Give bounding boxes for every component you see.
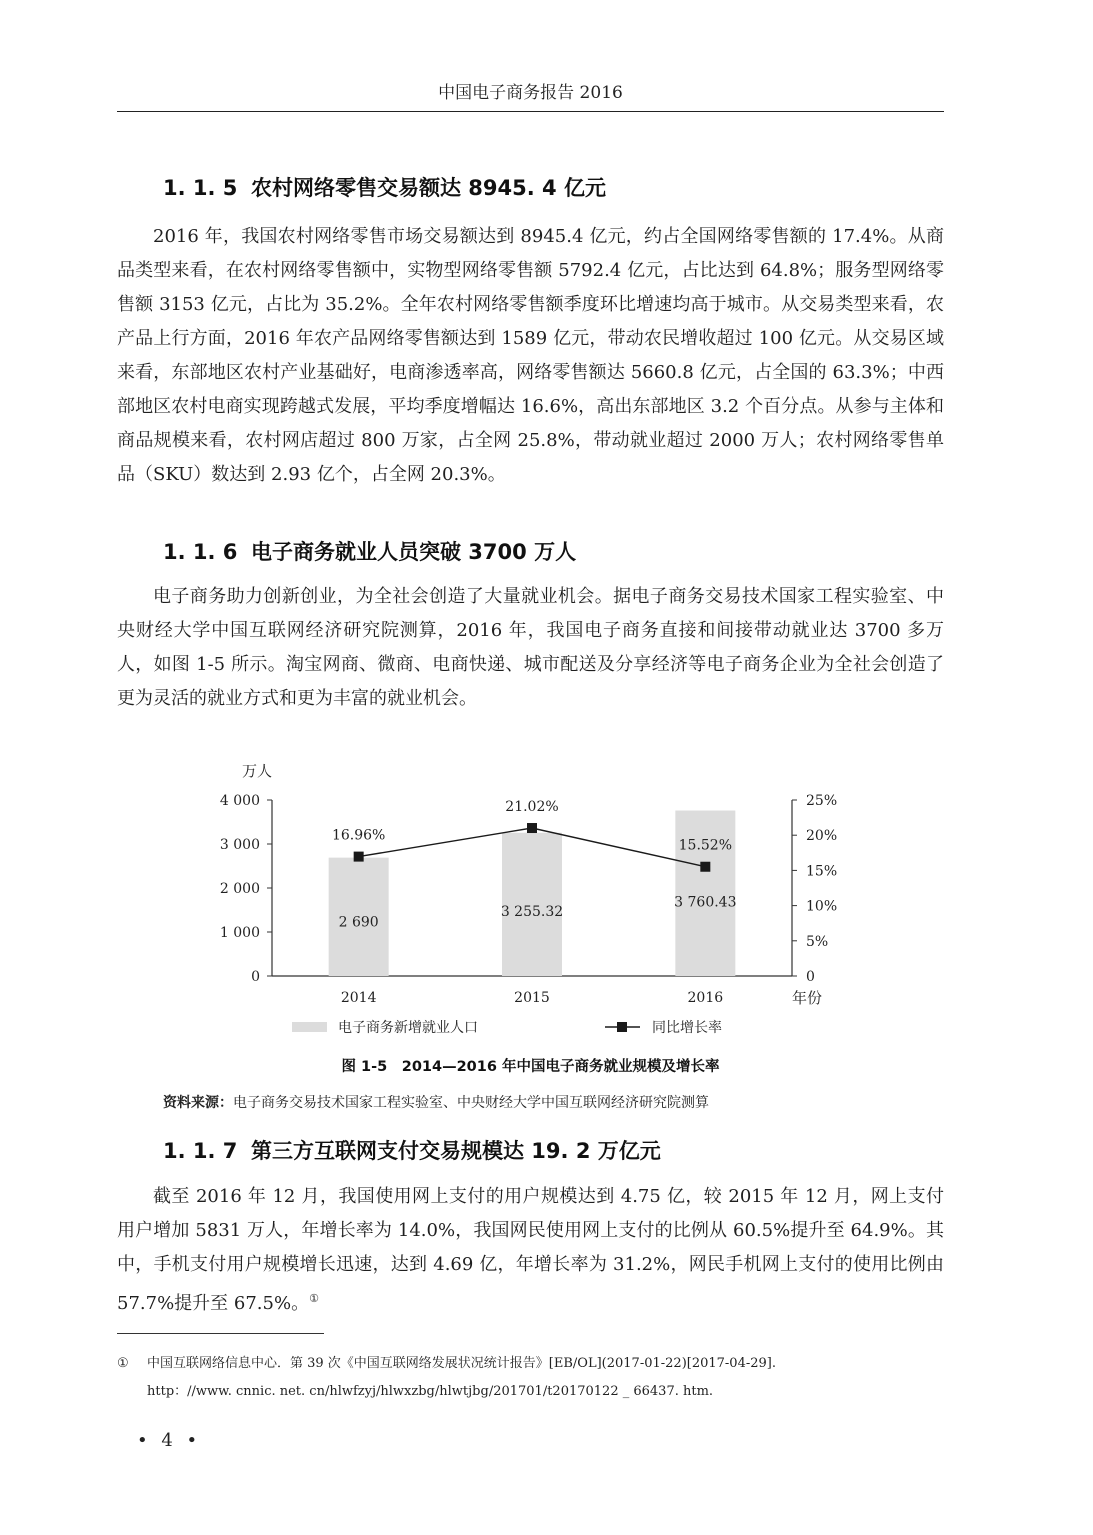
chart-svg [200, 758, 860, 1058]
x-tick-label: 2016 [687, 990, 724, 1006]
legend-label-line: 同比增长率 [652, 1020, 722, 1036]
footnote [117, 1350, 947, 1406]
y-tick-label-right: 10% [806, 898, 838, 915]
page-number: • 4 • [137, 1430, 202, 1451]
y-tick-label-right: 5% [806, 933, 829, 950]
x-tick-label: 2014 [340, 990, 377, 1006]
y-tick-label-left: 4 000 [219, 793, 260, 809]
footnote-ref[interactable]: ① [309, 1292, 319, 1305]
growth-rate-point [354, 852, 364, 862]
y-tick-label-right: 25% [806, 793, 838, 809]
section-heading-1-1-5 [163, 172, 606, 202]
section-title: 农村网络零售交易额达 8945. 4 亿元 [251, 176, 606, 200]
legend-swatch-marker [617, 1022, 627, 1032]
y-tick-label-left: 1 000 [219, 925, 260, 941]
growth-rate-point [527, 823, 537, 833]
y-axis-label: 万人 [242, 762, 273, 780]
footnote-rule [117, 1333, 324, 1334]
paragraph-employment: 电子商务助力创新创业，为全社会创造了大量就业机会。据电子商务交易技术国家工程实验室、中央财经大学中国互联网经济研究院测算，2016 年，我国电子商务直接和间接带动就业达 3700 多万人，如图 1-5 所示。淘宝网商、微商、电商快递、城市配送及分享经济等电子商务企业为全社会创造了更为灵活的就业方式和更为丰富的就业机会。 [117, 586, 944, 709]
growth-rate-point [700, 862, 710, 872]
employment-chart [200, 758, 860, 1058]
x-axis-label: 年份 [792, 989, 823, 1007]
header-rule [117, 111, 944, 112]
y-tick-label-left: 3 000 [219, 837, 260, 853]
section-title: 第三方互联网支付交易规模达 19. 2 万亿元 [251, 1139, 661, 1163]
paragraph-rural-retail: 2016 年，我国农村网络零售市场交易额达到 8945.4 亿元，约占全国网络零售额的 17.4%。从商品类型来看，在农村网络零售额中，实物型网络零售额 5792.4 亿元，占比达到 64.8%；服务型网络零售额 3153 亿元，占比为 35.2%。全年农村网络零售额季度环比增速均高于城市。从交易类型来看，农产品上行方面，2016 年农产品网络零售额达到 1589 亿元，带动农民增收超过 100 亿元。从交易区域来看，东部地区农村产业基础好，电商渗透率高，网络零售额达 5660.8 亿元，占全国的 63.3%；中西部地区农村电商实现跨越式发展，平均季度增幅达 16.6%，高出东部地区 3.2 个百分点。从参与主体和商品规模来看，农村网店超过 800 万家，占全网 25.8%，带动就业超过 2000 万人；农村网络零售单品（SKU）数达到 2.93 亿个，占全网 20.3%。 [117, 226, 944, 485]
source-label: 资料来源： [163, 1095, 233, 1111]
section-number: 1. 1. 7 [163, 1139, 238, 1163]
legend-swatch-bar [292, 1022, 327, 1032]
y-tick-label-left: 2 000 [219, 881, 260, 897]
section-heading-1-1-6 [163, 536, 576, 566]
footnote-url[interactable]: http：//www. cnnic. net. cn/hlwfzyj/hlwxzbg/hlwtjbg/201701/t20170122 _ 66437. htm. [147, 1384, 714, 1399]
figure-source [163, 1092, 709, 1112]
legend-label-bar: 电子商务新增就业人口 [338, 1020, 478, 1036]
growth-rate-data-label: 21.02% [505, 799, 559, 816]
bar-data-label: 3 760.43 [674, 894, 737, 911]
section-number: 1. 1. 6 [163, 540, 238, 564]
section-title: 电子商务就业人员突破 3700 万人 [251, 540, 577, 564]
x-tick-label: 2015 [514, 990, 550, 1006]
growth-rate-data-label: 16.96% [331, 827, 386, 844]
paragraph-online-payment [117, 1180, 944, 1321]
section-number: 1. 1. 5 [163, 176, 238, 200]
footnote-line [117, 1350, 947, 1378]
bar-data-label: 3 255.32 [500, 903, 564, 920]
y-tick-label-right: 20% [806, 828, 838, 845]
y-tick-label-right: 0 [806, 969, 815, 985]
bar [675, 811, 735, 976]
running-header: 中国电子商务报告 2016 [438, 83, 623, 103]
footnote-mark: ① [117, 1356, 129, 1371]
paragraph-text: 截至 2016 年 12 月，我国使用网上支付的用户规模达到 4.75 亿，较 2015 年 12 月，网上支付用户增加 5831 万人，年增长率为 14.0%，我国网民使用网上支付的比例从 60.5%提升至 64.9%。其中，手机支付用户规模增长迅速，达到 4.69 亿，年增长率为 31.2%，网民手机网上支付的使用比例由 57.7%提升至 67.5%。 [117, 1186, 944, 1314]
y-tick-label-left: 0 [251, 969, 260, 985]
figure-caption: 图 1-5 2014—2016 年中国电子商务就业规模及增长率 [341, 1059, 720, 1075]
growth-rate-data-label: 15.52% [678, 837, 733, 854]
bar-data-label: 2 690 [338, 914, 379, 931]
footnote-text: 中国互联网络信息中心．第 39 次《中国互联网络发展状况统计报告》[EB/OL](2017-01-22)[2017-04-29]. [147, 1356, 776, 1371]
source-text: 电子商务交易技术国家工程实验室、中央财经大学中国互联网经济研究院测算 [233, 1095, 709, 1111]
y-tick-label-right: 15% [806, 863, 838, 880]
section-heading-1-1-7 [163, 1135, 661, 1165]
